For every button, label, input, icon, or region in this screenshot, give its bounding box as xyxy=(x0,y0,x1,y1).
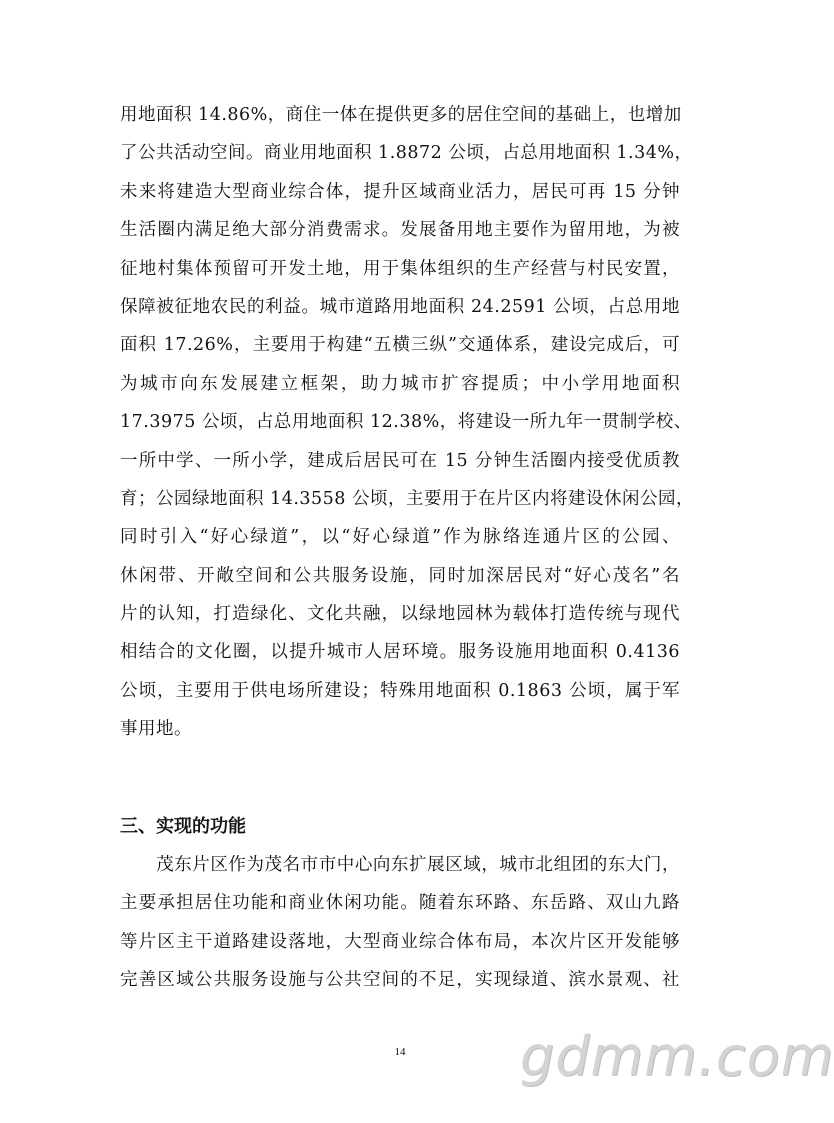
text-line: 保障被征地农民的利益。城市道路用地面积 24.2591 公顷，占总用地 xyxy=(120,296,680,317)
text-line: 等片区主干道路建设落地，大型商业综合体布局，本次片区开发能够 xyxy=(120,931,680,952)
section-heading: 三、实现的功能 xyxy=(120,816,246,837)
page-number: 14 xyxy=(394,1046,406,1058)
text-line: 了公共活动空间。商业用地面积 1.8872 公顷，占总用地面积 1.34%， xyxy=(120,143,693,164)
text-line: 未来将建造大型商业综合体，提升区域商业活力，居民可再 15 分钟 xyxy=(120,181,680,202)
text-line: 用地面积 14.86%，商住一体在提供更多的居住空间的基础上，也增加 xyxy=(120,105,682,125)
body-paragraph-land-use xyxy=(120,96,694,749)
text-line: 面积 17.26%，主要用于构建“五横三纵”交通体系，建设完成后，可 xyxy=(120,335,680,356)
text-line: 事用地。 xyxy=(120,719,192,740)
text-line: 17.3975 公顷，占总用地面积 12.38%，将建设一所九年一贯制学校、 xyxy=(120,412,692,433)
site-watermark: gdmm.com xyxy=(520,1025,834,1088)
text-line: 相结合的文化圈，以提升城市人居环境。服务设施用地面积 0.4136 xyxy=(120,642,680,663)
text-line: 同时引入“好心绿道”，以“好心绿道”作为脉络连通片区的公园、 xyxy=(120,527,680,548)
text-line: 育；公园绿地面积 14.3558 公顷，主要用于在片区内将建设休闲公园， xyxy=(120,488,694,509)
text-line: 主要承担居住功能和商业休闲功能。随着东环路、东岳路、双山九路 xyxy=(120,893,680,914)
text-line: 片的认知，打造绿化、文化共融，以绿地园林为载体打造传统与现代 xyxy=(120,604,680,625)
text-line: 一所中学、一所小学，建成后居民可在 15 分钟生活圈内接受优质教 xyxy=(120,450,680,471)
body-paragraph-functions xyxy=(120,846,680,1000)
text-line: 茂东片区作为茂名市市中心向东扩展区域，城市北组团的东大门， xyxy=(120,855,680,875)
text-line: 公顷，主要用于供电场所建设；特殊用地面积 0.1863 公顷，属于军 xyxy=(120,680,680,701)
text-line: 完善区域公共服务设施与公共空间的不足，实现绿道、滨水景观、社 xyxy=(120,970,680,991)
text-line: 征地村集体预留可开发土地，用于集体组织的生产经营与村民安置， xyxy=(120,258,680,279)
text-line: 休闲带、开敞空间和公共服务设施，同时加深居民对“好心茂名”名 xyxy=(120,565,680,586)
text-line: 生活圈内满足绝大部分消费需求。发展备用地主要作为留用地，为被 xyxy=(120,220,680,241)
text-line: 为城市向东发展建立框架，助力城市扩容提质；中小学用地面积 xyxy=(120,373,680,394)
